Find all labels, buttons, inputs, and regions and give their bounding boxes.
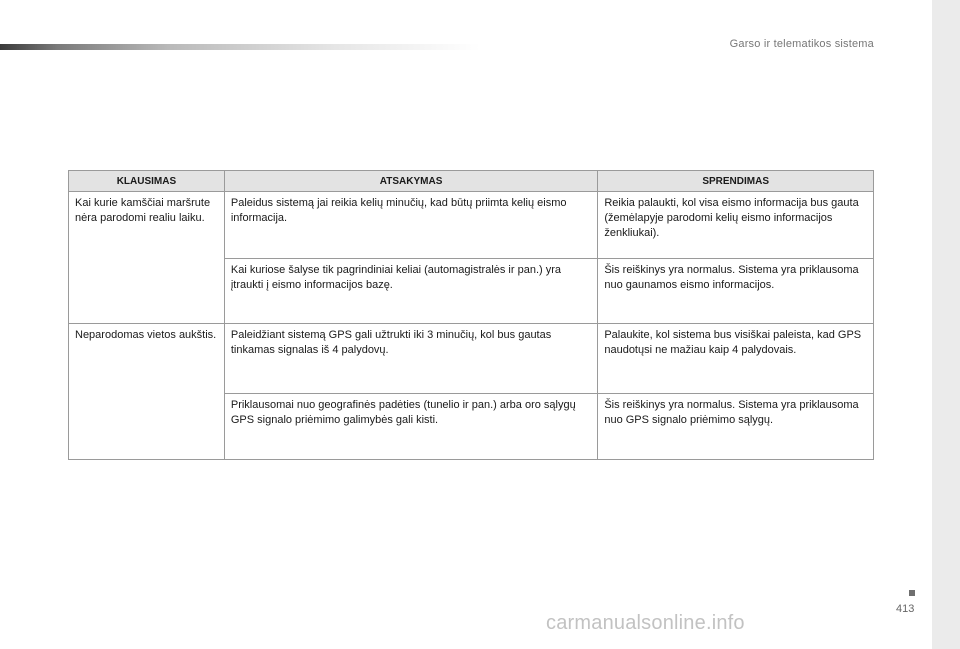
solution-cell: Šis reiškinys yra normalus. Sistema yra priklausoma nuo GPS signalo priėmimo sąlygų. xyxy=(598,394,874,460)
page-number: 413 xyxy=(896,603,915,615)
solution-cell: Reikia palaukti, kol visa eismo informacija bus gauta (žemėlapyje parodomi kelių eismo informacijos ženkliukai). xyxy=(598,192,874,259)
side-margin-strip xyxy=(932,0,960,649)
answer-cell: Kai kuriose šalyse tik pagrindiniai keliai (automagistralės ir pan.) yra įtraukti į eismo informacijos bazę. xyxy=(224,259,597,324)
answer-cell: Priklausomai nuo geografinės padėties (tunelio ir pan.) arba oro sąlygų GPS signalo priėmimo galimybės gali kisti. xyxy=(224,394,597,460)
table-header-row xyxy=(69,171,874,192)
column-header-answer: ATSAKYMAS xyxy=(224,171,597,192)
solution-cell: Šis reiškinys yra normalus. Sistema yra priklausoma nuo gaunamos eismo informacijos. xyxy=(598,259,874,324)
page-marker-square xyxy=(909,590,915,596)
solution-cell: Palaukite, kol sistema bus visiškai paleista, kad GPS naudotųsi ne mažiau kaip 4 palydovais. xyxy=(598,324,874,394)
column-header-solution: SPRENDIMAS xyxy=(598,171,874,192)
watermark: carmanualsonline.info xyxy=(546,612,745,634)
table-row xyxy=(69,192,874,259)
answer-cell: Paleidžiant sistemą GPS gali užtrukti iki 3 minučių, kol bus gautas tinkamas signalas iš 4 palydovų. xyxy=(224,324,597,394)
header-gradient-bar xyxy=(0,44,480,50)
troubleshooting-table xyxy=(68,170,874,460)
page-header-title: Garso ir telematikos sistema xyxy=(729,38,874,50)
question-cell: Neparodomas vietos aukštis. xyxy=(69,324,225,460)
answer-cell: Paleidus sistemą jai reikia kelių minučių, kad būtų priimta kelių eismo informacija. xyxy=(224,192,597,259)
table-row xyxy=(69,324,874,394)
question-cell: Kai kurie kamščiai maršrute nėra parodomi realiu laiku. xyxy=(69,192,225,324)
column-header-question: KLAUSIMAS xyxy=(69,171,225,192)
